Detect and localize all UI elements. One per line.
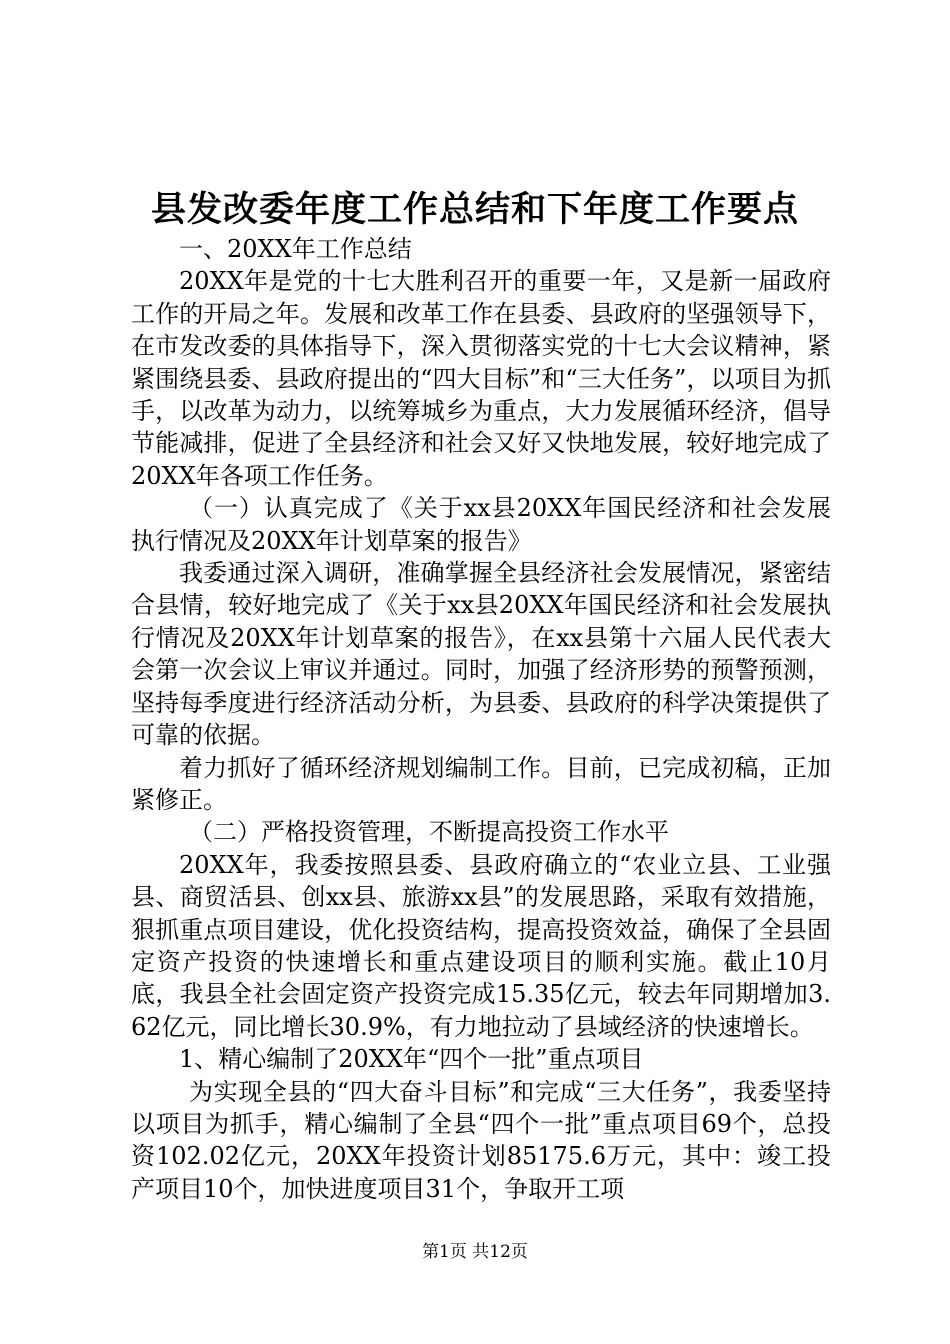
item-heading: 1、精心编制了20XX年“四个一批”重点项目 [179,1045,644,1074]
body-paragraph: 为实现全县的“四大奋斗目标”和完成“三大任务”，我委坚持以项目为抓手，精心编制了全县“四个一批”重点项目69个，总投资102.02亿元，20XX年投资计划85175.6万元，其中：竣工投产项目10个，加快进度项目31个，争取开工项 [131,1077,831,1203]
body-paragraph: 20XX年，我委按照县委、县政府确立的“农业立县、工业强县、商贸活县、创xx县、旅游xx县”的发展思路，采取有效措施，狠抓重点项目建设，优化投资结构，提高投资效益，确保了全县固定资产投资的快速增长和重点建设项目的顺利实施。截止10月底，我县全社会固定资产投资完成15.35亿元，较去年同期增加3.62亿元，同比增长30.9%，有力地拉动了县域经济的快速增长。 [131,850,831,1041]
subsection-heading: （二）严格投资管理，不断提高投资工作水平 [189,818,669,847]
document-title: 县发改委年度工作总结和下年度工作要点 [150,189,799,230]
body-paragraph: 着力抓好了循环经济规划编制工作。目前，已完成初稿，正加紧修正。 [131,753,831,814]
body-paragraph: 20XX年是党的十七大胜利召开的重要一年，又是新一届政府工作的开局之年。发展和改革工作在县委、县政府的坚强领导下，在市发改委的具体指导下，深入贯彻落实党的十七大会议精神，紧紧围绕县委、县政府提出的“四大目标”和“三大任务”，以项目为抓手，以改革为动力，以统筹城乡为重点，大力发展循环经济，倡导节能减排，促进了全县经济和社会又好又快地发展，较好地完成了20XX年各项工作任务。 [131,267,831,490]
subsection-heading: （一）认真完成了《关于xx县20XX年国民经济和社会发展执行情况及20XX年计划草案的报告》 [131,494,831,555]
document-body [131,233,831,1205]
section-heading: 一、20XX年工作总结 [179,235,412,263]
body-paragraph: 我委通过深入调研，准确掌握全县经济社会发展情况，紧密结合县情，较好地完成了《关于xx县20XX年国民经济和社会发展执行情况及20XX年计划草案的报告》，在xx县第十六届人民代表大会第一次会议上审议并通过。同时，加强了经济形势的预警预测，坚持每季度进行经济活动分析，为县委、县政府的科学决策提供了可靠的依据。 [131,559,831,750]
page-footer: 第1页 共12页 [422,1242,528,1262]
